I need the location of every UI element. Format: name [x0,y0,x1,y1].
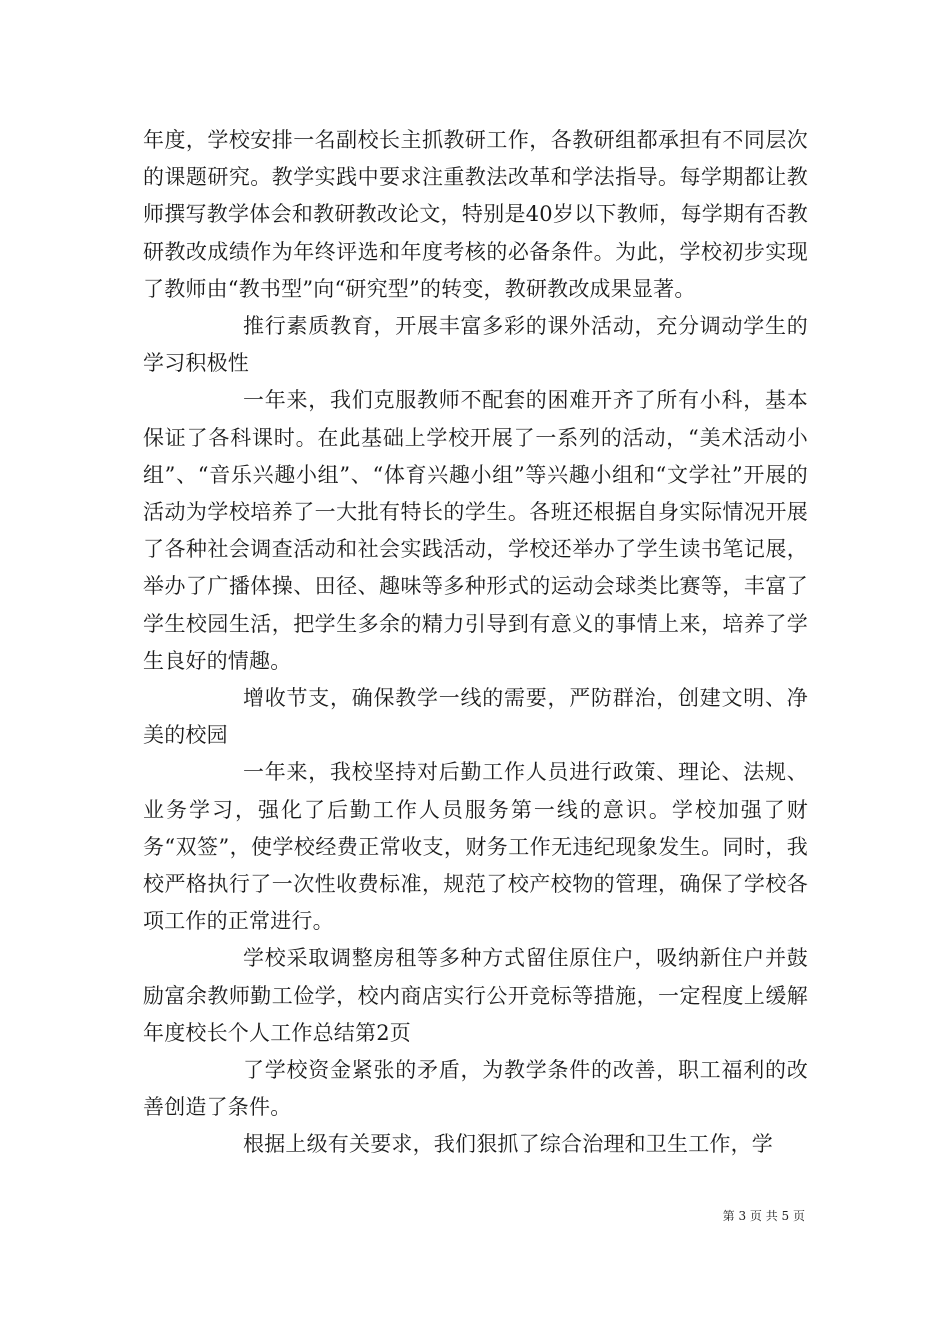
page-number-footer: 第 3 页 共 5 页 [722,1209,805,1223]
paragraph-funding: 学校采取调整房租等多种方式留住原住户，吸纳新住户并鼓励富余教师勤工俭学，校内商店实行公开竞标等措施，一定程度上缓解年度校长个人工作总结第2页 [143,946,808,1045]
document-body [143,122,808,1164]
paragraph-logistics: 一年来，我校坚持对后勤工作人员进行政策、理论、法规、业务学习，强化了后勤工作人员服务第一线的意识。学校加强了财务“双签”，使学校经费正常收支，财务工作无违纪现象发生。同时，我校严格执行了一次性收费标准，规范了校产校物的管理，确保了学校各项工作的正常进行。 [143,760,808,934]
paragraph-activities: 一年来，我们克服教师不配套的困难开齐了所有小科，基本保证了各科课时。在此基础上学校开展了一系列的活动，“美术活动小组”、“音乐兴趣小组”、“体育兴趣小组”等兴趣小组和“文学社”开展的活动为学校培养了一大批有特长的学生。各班还根据自身实际情况开展了各种社会调查活动和社会实践活动，学校还举办了学生读书笔记展，举办了广播体操、田径、趣味等多种形式的运动会球类比赛等，丰富了学生校园生活，把学生多余的精力引导到有意义的事情上来，培养了学生良好的情趣。 [143,388,808,673]
section-heading-quality-education: 推行素质教育，开展丰富多彩的课外活动，充分调动学生的学习积极性 [143,314,808,376]
paragraph-funding-continued: 了学校资金紧张的矛盾，为教学条件的改善，职工福利的改善创造了条件。 [143,1058,808,1120]
section-heading-campus: 增收节支，确保教学一线的需要，严防群治，创建文明、净美的校园 [143,686,808,748]
paragraph-governance: 根据上级有关要求，我们狠抓了综合治理和卫生工作，学 [243,1132,773,1157]
paragraph-1: 年度，学校安排一名副校长主抓教研工作，各教研组都承担有不同层次的课题研究。教学实践中要求注重教法改革和学法指导。每学期都让教师撰写教学体会和教研教改论文，特别是40岁以下教师，每学期有否教研教改成绩作为年终评选和年度考核的必备条件。为此，学校初步实现了教师由“教书型”向“研究型”的转变，教研教改成果显著。 [143,128,808,301]
